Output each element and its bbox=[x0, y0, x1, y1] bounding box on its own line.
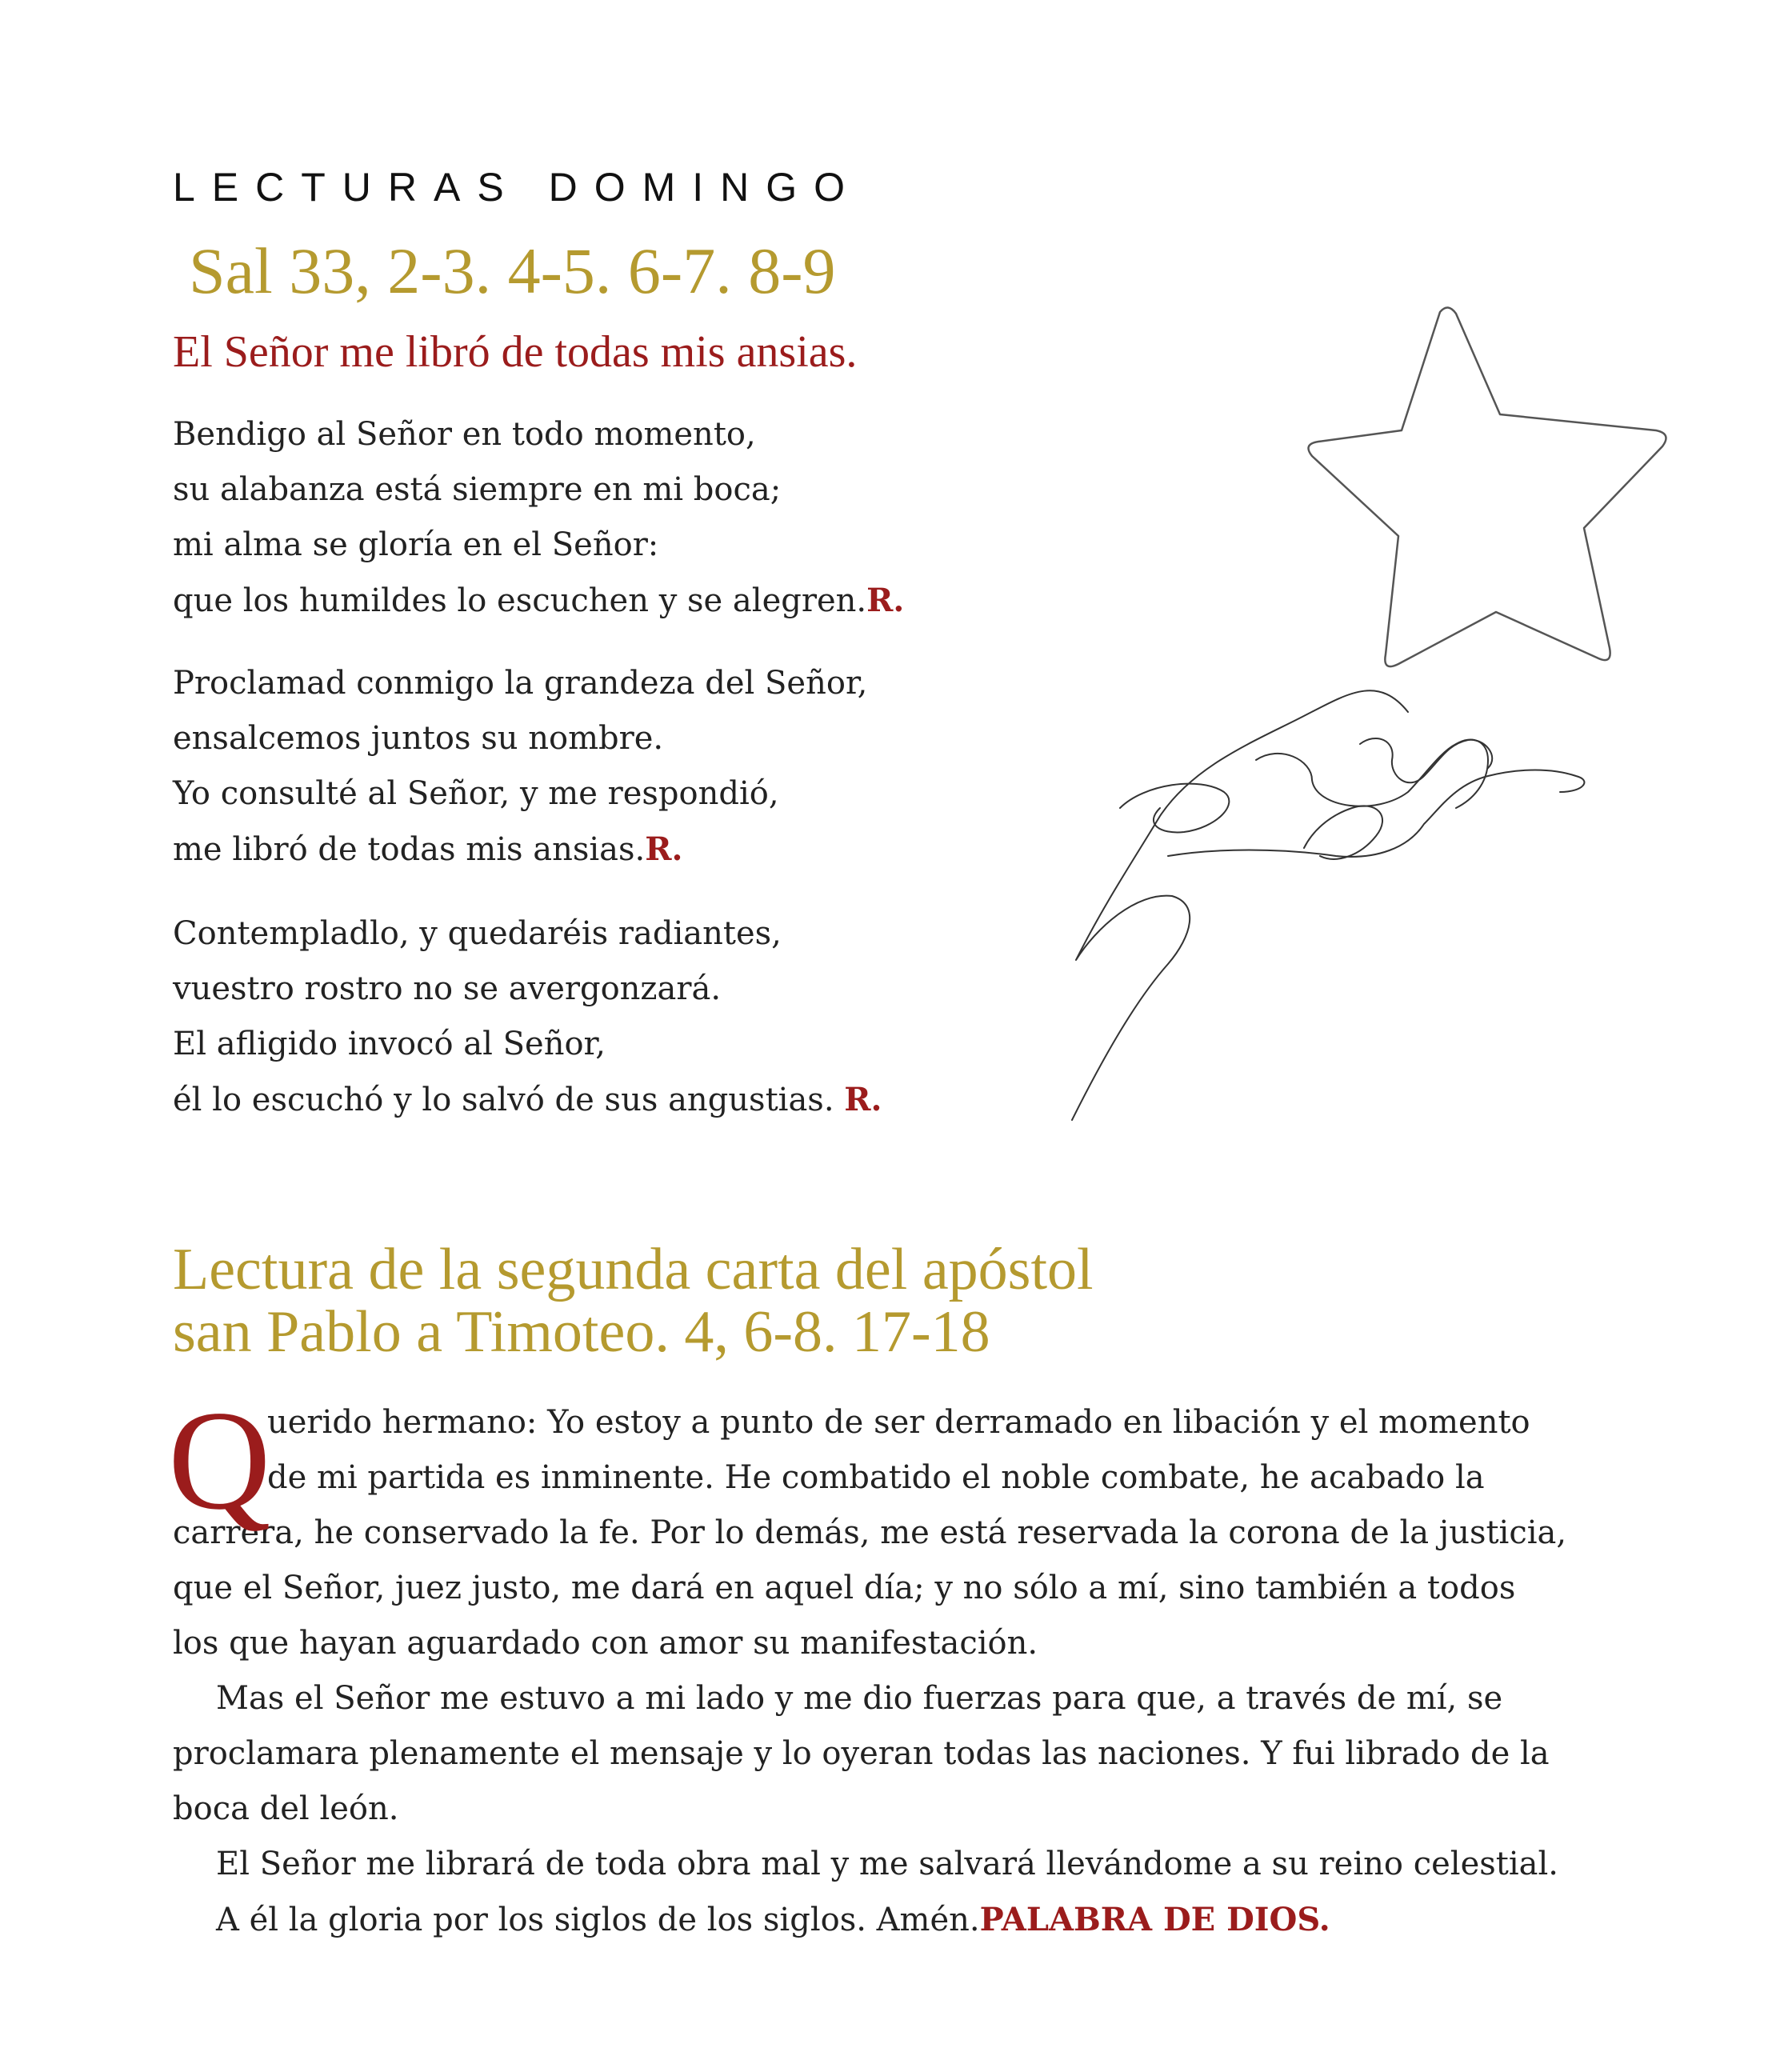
reading-line: proclamara plenamente el mensaje y lo oyeran todas las naciones. Y fui librado de la bbox=[173, 1735, 1550, 1772]
hand-icon bbox=[1072, 690, 1584, 1120]
reading-body bbox=[168, 1381, 1645, 1948]
reading-line-text: A él la gloria por los siglos de los siglos. Amén. bbox=[216, 1902, 980, 1938]
section-kicker: LECTURAS DOMINGO bbox=[173, 165, 862, 210]
reading-line bbox=[173, 1892, 1645, 1948]
stanza-line bbox=[173, 1072, 882, 1128]
stanza-line-text: que los humildes lo escuchen y se alegren. bbox=[173, 582, 867, 619]
psalm-refrain: El Señor me libró de todas mis ansias. bbox=[173, 327, 858, 377]
stanza-line: vuestro rostro no se avergonzará. bbox=[173, 970, 722, 1007]
reading-line: los que hayan aguardado con amor su manifestación. bbox=[173, 1625, 1038, 1662]
stanza-line: su alabanza está siempre en mi boca; bbox=[173, 471, 782, 508]
reading-title bbox=[173, 1238, 1094, 1363]
stanza-line: Proclamad conmigo la grandeza del Señor, bbox=[173, 665, 868, 702]
stanza-line-text: me libró de todas mis ansias. bbox=[173, 831, 646, 868]
drop-cap: Q bbox=[168, 1381, 271, 1539]
reading-line: Mas el Señor me estuvo a mi lado y me dio fuerzas para que, a través de mí, se bbox=[216, 1680, 1503, 1717]
reading-line: El Señor me librará de toda obra mal y me salvará llevándome a su reino celestial. bbox=[216, 1846, 1558, 1882]
stanza-line: Contempladlo, y quedaréis radiantes, bbox=[173, 915, 782, 952]
stanza-line: Yo consulté al Señor, y me respondió, bbox=[173, 775, 779, 812]
stanza-line: El afligido invocó al Señor, bbox=[173, 1026, 606, 1062]
reading-line: de mi partida es inminente. He combatido el noble combate, he acabado la bbox=[267, 1459, 1485, 1496]
reading-title-line-2: san Pablo a Timoteo. 4, 6-8. 17-18 bbox=[173, 1299, 990, 1365]
stanza-line bbox=[173, 822, 867, 878]
star-icon bbox=[1309, 307, 1666, 666]
stanza-line: mi alma se gloría en el Señor: bbox=[173, 526, 659, 563]
reading-line: que el Señor, juez justo, me dará en aquel día; y no sólo a mí, sino también a todos bbox=[173, 1570, 1516, 1606]
stanza-line: ensalcemos juntos su nombre. bbox=[173, 720, 664, 757]
psalm-stanza-1 bbox=[173, 407, 904, 629]
reading-line: carrera, he conservado la fe. Por lo demás, me está reservada la corona de la justicia, bbox=[173, 1514, 1567, 1551]
stanza-line: Bendigo al Señor en todo momento, bbox=[173, 416, 756, 453]
psalm-reference: Sal 33, 2-3. 4-5. 6-7. 8-9 bbox=[189, 234, 836, 307]
closing-acclamation: PALABRA DE DIOS. bbox=[979, 1901, 1330, 1938]
response-mark: R. bbox=[844, 1081, 882, 1118]
response-mark: R. bbox=[866, 582, 905, 619]
reading-title-line-1: Lectura de la segunda carta del apóstol bbox=[173, 1237, 1094, 1302]
star-and-hand-line-art-icon bbox=[1040, 296, 1680, 1136]
psalm-stanza-3 bbox=[173, 906, 882, 1128]
reading-line: uerido hermano: Yo estoy a punto de ser derramado en libación y el momento bbox=[267, 1404, 1530, 1441]
stanza-line bbox=[173, 573, 904, 629]
response-mark: R. bbox=[645, 830, 683, 868]
psalm-stanza-2 bbox=[173, 656, 867, 878]
reading-line: boca del león. bbox=[173, 1790, 399, 1827]
stanza-line-text: él lo escuchó y lo salvó de sus angustias. bbox=[173, 1082, 845, 1118]
